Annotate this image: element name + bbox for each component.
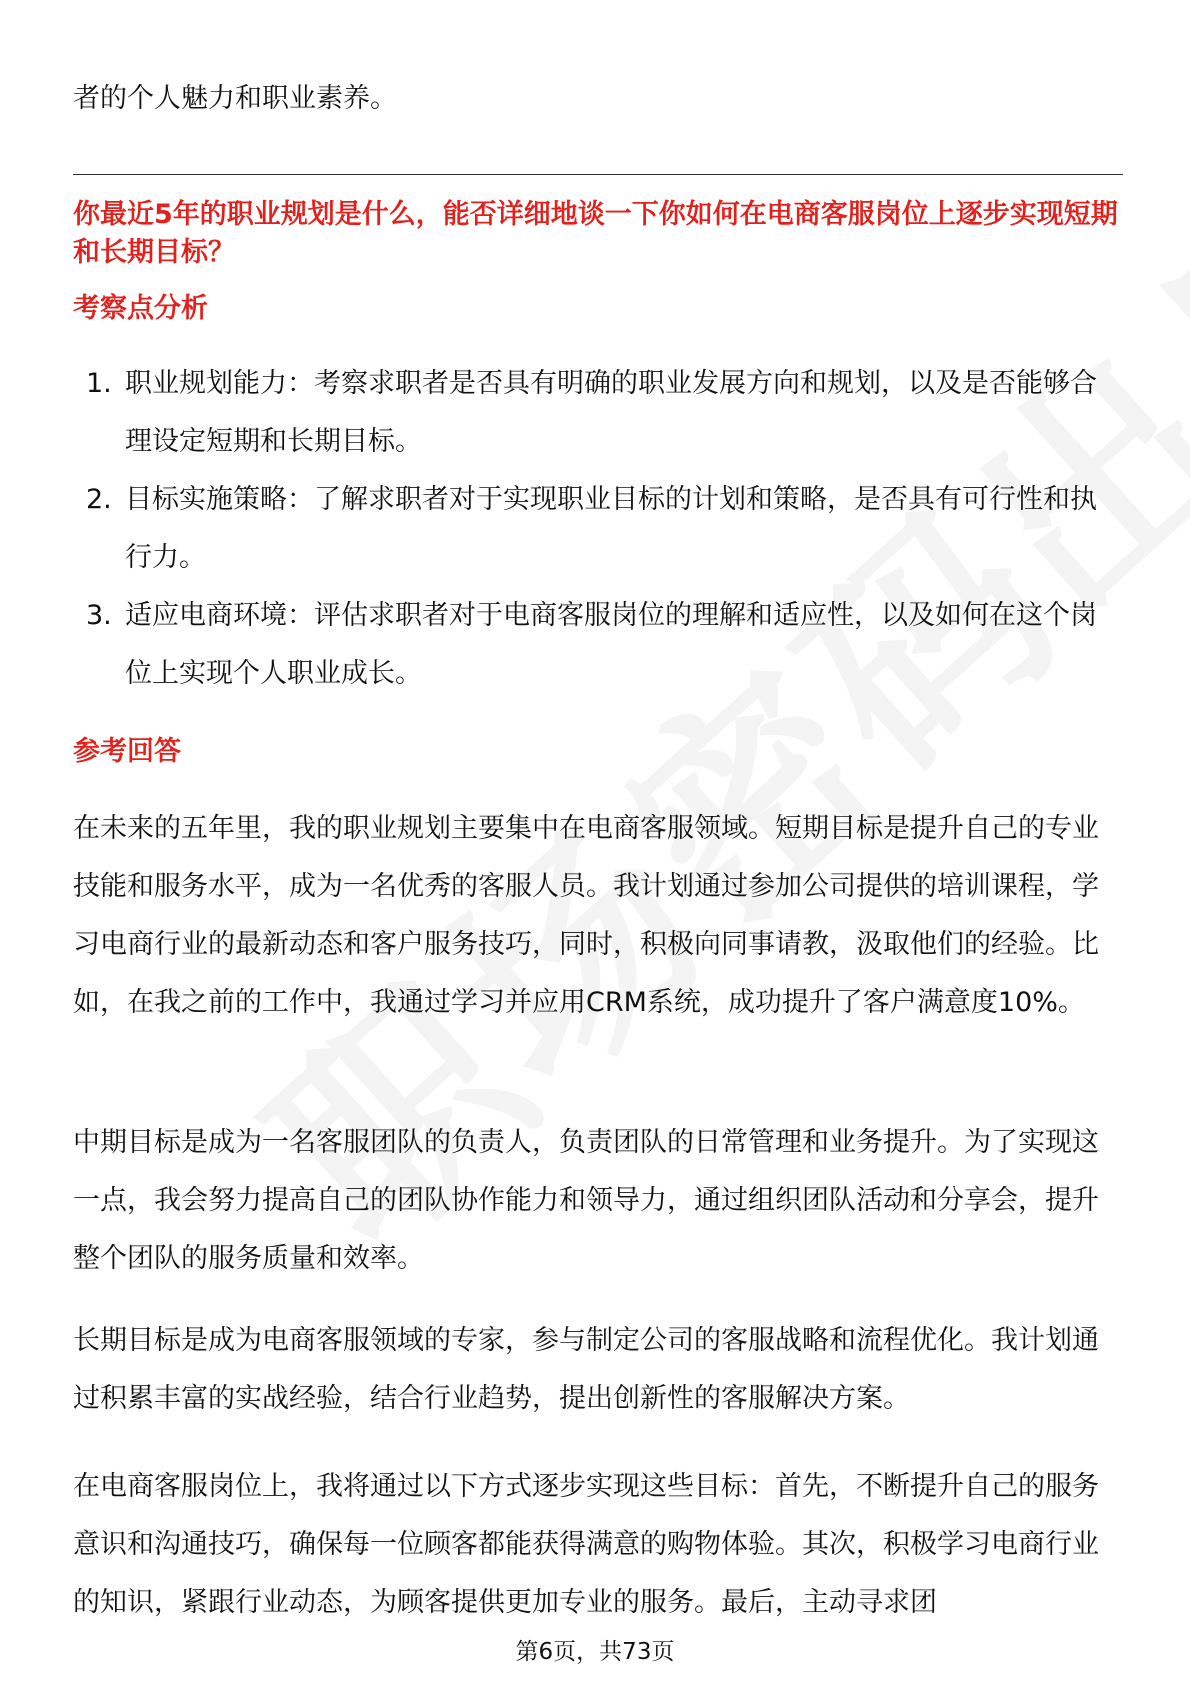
answer-paragraph: 中期目标是成为一名客服团队的负责人，负责团队的日常管理和业务提升。为了实现这一点，我会努力提高自己的团队协作能力和领导力，通过组织团队活动和分享会，提升整个团队的服务质量和效率。 <box>73 1127 1099 1274</box>
point-number: 2. <box>86 484 112 515</box>
question-heading: 你最近5年的职业规划是什么，能否详细地谈一下你如何在电商客服岗位上逐步实现短期和长期目标？ <box>73 199 1118 268</box>
carryover-text: 者的个人魅力和职业素养。 <box>73 83 397 114</box>
analysis-point <box>73 355 1123 471</box>
analysis-heading: 考察点分析 <box>73 293 208 324</box>
analysis-points-list <box>73 355 1123 703</box>
point-text: 目标实施策略：了解求职者对于实现职业目标的计划和策略，是否具有可行性和执行力。 <box>125 484 1097 573</box>
point-text: 职业规划能力：考察求职者是否具有明确的职业发展方向和规划，以及是否能够合理设定短期和长期目标。 <box>125 368 1097 457</box>
page-number: 第6页，共73页 <box>515 1639 675 1665</box>
analysis-point <box>73 471 1123 587</box>
answer-heading: 参考回答 <box>73 736 181 767</box>
analysis-point <box>73 587 1123 703</box>
point-text: 适应电商环境：评估求职者对于电商客服岗位的理解和适应性，以及如何在这个岗位上实现个人职业成长。 <box>125 600 1097 689</box>
answer-paragraph: 在未来的五年里，我的职业规划主要集中在电商客服领域。短期目标是提升自己的专业技能和服务水平，成为一名优秀的客服人员。我计划通过参加公司提供的培训课程，学习电商行业的最新动态和客户服务技巧，同时，积极向同事请教，汲取他们的经验。比如，在我之前的工作中，我通过学习并应用CRM系统，成功提升了客户满意度10%。 <box>73 813 1099 1018</box>
section-divider <box>73 174 1123 175</box>
answer-paragraph: 长期目标是成为电商客服领域的专家，参与制定公司的客服战略和流程优化。我计划通过积累丰富的实战经验，结合行业趋势，提出创新性的客服解决方案。 <box>73 1325 1099 1414</box>
answer-paragraph: 在电商客服岗位上，我将通过以下方式逐步实现这些目标：首先，不断提升自己的服务意识和沟通技巧，确保每一位顾客都能获得满意的购物体验。其次，积极学习电商行业的知识，紧跟行业动态，为顾客提供更加专业的服务。最后，主动寻求团 <box>73 1471 1099 1618</box>
point-number: 1. <box>86 368 112 399</box>
point-number: 3. <box>86 600 112 631</box>
